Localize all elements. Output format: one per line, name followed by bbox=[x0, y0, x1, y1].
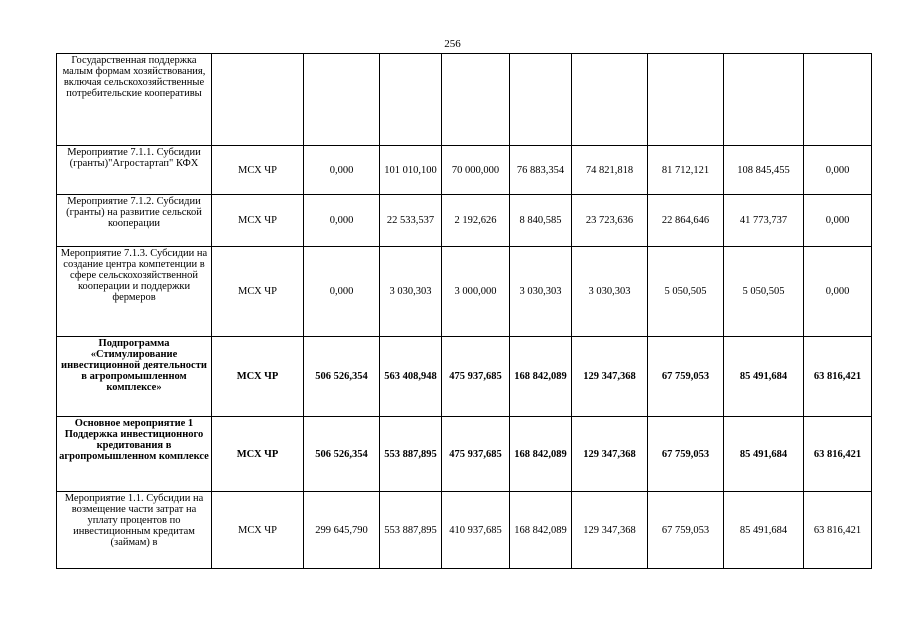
executor-cell: МСХ ЧР bbox=[212, 417, 304, 492]
value-cell: 410 937,685 bbox=[442, 492, 510, 569]
value-cell: 70 000,000 bbox=[442, 146, 510, 195]
row-name-cell: Мероприятие 7.1.3. Субсидии на создание центра компетенции в сфере сельскохозяйственной кооперации и поддержки фермеров bbox=[57, 247, 212, 337]
value-cell: 168 842,089 bbox=[510, 492, 572, 569]
value-cell: 41 773,737 bbox=[724, 195, 804, 247]
executor-cell bbox=[212, 54, 304, 146]
value-cell bbox=[442, 54, 510, 146]
value-cell: 5 050,505 bbox=[648, 247, 724, 337]
value-cell: 475 937,685 bbox=[442, 417, 510, 492]
value-cell: 3 000,000 bbox=[442, 247, 510, 337]
value-cell: 74 821,818 bbox=[572, 146, 648, 195]
executor-cell: МСХ ЧР bbox=[212, 195, 304, 247]
value-cell: 67 759,053 bbox=[648, 492, 724, 569]
value-cell: 63 816,421 bbox=[804, 492, 872, 569]
value-cell: 67 759,053 bbox=[648, 337, 724, 417]
row-name-cell: Государственная поддержка малым формам хозяйствования, включая сельскохозяйственные потребительские кооперативы bbox=[57, 54, 212, 146]
value-cell: 3 030,303 bbox=[510, 247, 572, 337]
value-cell: 23 723,636 bbox=[572, 195, 648, 247]
row-name-cell: Мероприятие 1.1. Субсидии на возмещение части затрат на уплату процентов по инвестиционным кредитам (займам) в bbox=[57, 492, 212, 569]
value-cell: 506 526,354 bbox=[304, 417, 380, 492]
value-cell: 63 816,421 bbox=[804, 337, 872, 417]
table-row bbox=[57, 54, 872, 146]
value-cell bbox=[510, 54, 572, 146]
value-cell: 2 192,626 bbox=[442, 195, 510, 247]
value-cell: 0,000 bbox=[304, 195, 380, 247]
value-cell bbox=[304, 54, 380, 146]
value-cell bbox=[724, 54, 804, 146]
value-cell bbox=[804, 54, 872, 146]
value-cell: 85 491,684 bbox=[724, 492, 804, 569]
value-cell: 168 842,089 bbox=[510, 417, 572, 492]
value-cell: 0,000 bbox=[304, 146, 380, 195]
table-body bbox=[57, 54, 872, 569]
row-name-cell: Основное мероприятие 1 Поддержка инвестиционного кредитования в агропромышленном комплексе bbox=[57, 417, 212, 492]
value-cell: 129 347,368 bbox=[572, 417, 648, 492]
value-cell: 563 408,948 bbox=[380, 337, 442, 417]
value-cell bbox=[380, 54, 442, 146]
value-cell: 8 840,585 bbox=[510, 195, 572, 247]
value-cell bbox=[572, 54, 648, 146]
value-cell: 3 030,303 bbox=[572, 247, 648, 337]
value-cell: 299 645,790 bbox=[304, 492, 380, 569]
value-cell: 101 010,100 bbox=[380, 146, 442, 195]
value-cell: 85 491,684 bbox=[724, 417, 804, 492]
value-cell: 63 816,421 bbox=[804, 417, 872, 492]
table-row bbox=[57, 492, 872, 569]
value-cell: 553 887,895 bbox=[380, 492, 442, 569]
value-cell: 5 050,505 bbox=[724, 247, 804, 337]
value-cell: 85 491,684 bbox=[724, 337, 804, 417]
value-cell: 0,000 bbox=[304, 247, 380, 337]
value-cell: 0,000 bbox=[804, 247, 872, 337]
table-row bbox=[57, 247, 872, 337]
value-cell: 3 030,303 bbox=[380, 247, 442, 337]
value-cell: 475 937,685 bbox=[442, 337, 510, 417]
executor-cell: МСХ ЧР bbox=[212, 146, 304, 195]
table-row bbox=[57, 337, 872, 417]
table-row bbox=[57, 417, 872, 492]
value-cell: 81 712,121 bbox=[648, 146, 724, 195]
row-name-cell: Мероприятие 7.1.2. Субсидии (гранты) на развитие сельской кооперации bbox=[57, 195, 212, 247]
budget-table bbox=[56, 53, 872, 569]
value-cell: 129 347,368 bbox=[572, 337, 648, 417]
page-number: 256 bbox=[444, 38, 461, 50]
value-cell: 67 759,053 bbox=[648, 417, 724, 492]
executor-cell: МСХ ЧР bbox=[212, 247, 304, 337]
value-cell: 0,000 bbox=[804, 146, 872, 195]
value-cell: 108 845,455 bbox=[724, 146, 804, 195]
value-cell: 22 864,646 bbox=[648, 195, 724, 247]
value-cell: 76 883,354 bbox=[510, 146, 572, 195]
row-name-cell: Подпрограмма «Стимулирование инвестиционной деятельности в агропромышленном комплексе» bbox=[57, 337, 212, 417]
row-name-cell: Мероприятие 7.1.1. Субсидии (гранты)"Агростартап" КФХ bbox=[57, 146, 212, 195]
table-row bbox=[57, 146, 872, 195]
executor-cell: МСХ ЧР bbox=[212, 337, 304, 417]
value-cell: 553 887,895 bbox=[380, 417, 442, 492]
value-cell bbox=[648, 54, 724, 146]
executor-cell: МСХ ЧР bbox=[212, 492, 304, 569]
value-cell: 168 842,089 bbox=[510, 337, 572, 417]
value-cell: 129 347,368 bbox=[572, 492, 648, 569]
table-row bbox=[57, 195, 872, 247]
value-cell: 22 533,537 bbox=[380, 195, 442, 247]
value-cell: 0,000 bbox=[804, 195, 872, 247]
value-cell: 506 526,354 bbox=[304, 337, 380, 417]
